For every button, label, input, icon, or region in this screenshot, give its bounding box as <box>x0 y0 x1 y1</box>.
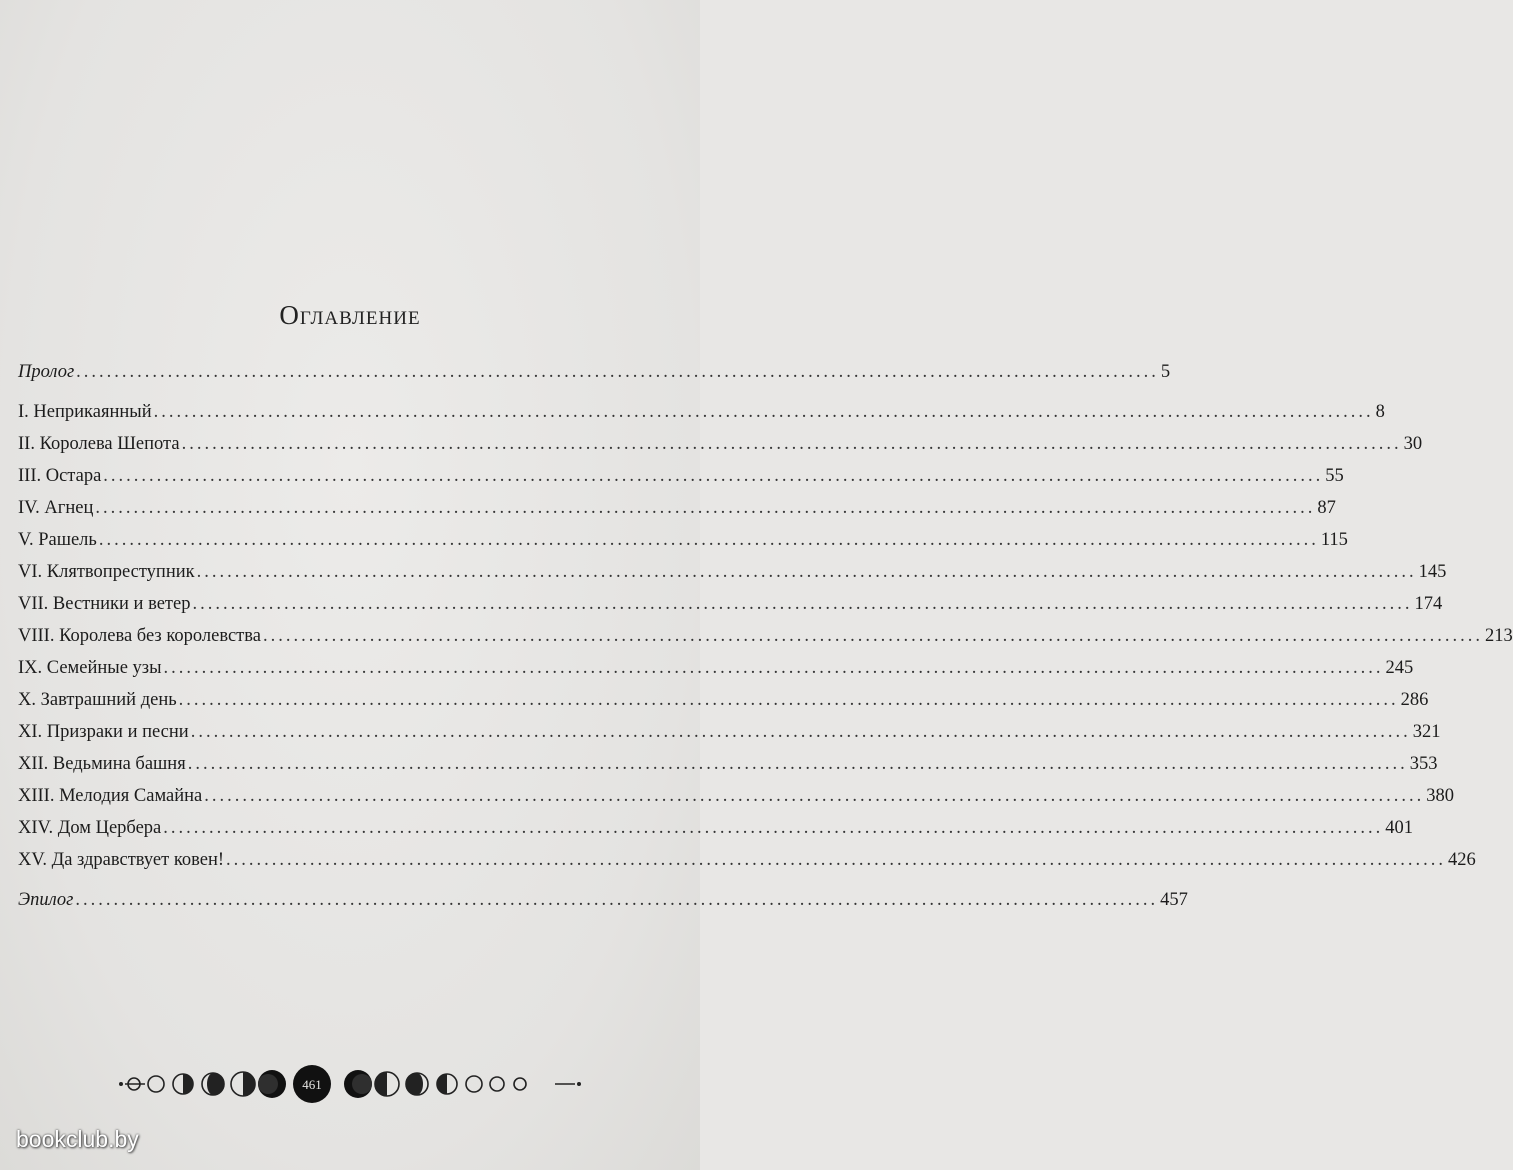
dot-leader: ................................................................................................................................................................ <box>178 690 1399 710</box>
toc-entry-chapter <box>18 422 1423 454</box>
dot-leader: ................................................................................................................................................................ <box>196 562 1417 582</box>
toc-entry-page: 55 <box>1325 466 1344 486</box>
toc-entry-page: 353 <box>1409 754 1438 774</box>
toc-entry-chapter <box>18 774 1455 806</box>
toc-entry-page: 321 <box>1412 722 1441 742</box>
toc-entry-page: 380 <box>1426 786 1455 806</box>
toc-entry-title: XV. Да здравствует ковен! <box>18 850 225 870</box>
toc-entry-prologue <box>18 350 1171 382</box>
dot-leader: ................................................................................................................................................................ <box>163 818 1384 838</box>
toc-entry-page: 145 <box>1418 562 1447 582</box>
toc-entry-title: Эпилог <box>18 890 74 910</box>
dot-leader: ................................................................................................................................................................ <box>262 626 1483 646</box>
page-title: Оглавление <box>279 300 421 330</box>
dot-leader: ................................................................................................................................................................ <box>163 658 1384 678</box>
toc-entry-chapter <box>18 838 1476 870</box>
dot-leader: ................................................................................................................................................................ <box>98 530 1319 550</box>
toc-entry-title: V. Рашель <box>18 530 97 550</box>
toc-entry-chapter <box>18 582 1443 614</box>
dot-leader: ................................................................................................................................................................ <box>190 722 1411 742</box>
toc-entry-title: VIII. Королева без королевства <box>18 626 261 646</box>
toc-entry-title: XIV. Дом Цербера <box>18 818 162 838</box>
toc-entry-title: I. Неприкаянный <box>18 402 152 422</box>
toc-entry-title: XI. Призраки и песни <box>18 722 189 742</box>
toc-entry-epilogue <box>18 878 1188 910</box>
toc-entry-chapter <box>18 454 1344 486</box>
toc-entry-chapter <box>18 710 1441 742</box>
toc-entry-page: 426 <box>1448 850 1476 870</box>
toc-entry-chapter <box>18 518 1348 550</box>
toc-entry-page: 174 <box>1414 594 1443 614</box>
toc-entry-title: IX. Семейные узы <box>18 658 162 678</box>
dot-leader: .............................................................................................................................................. <box>76 362 1159 382</box>
toc-entry-title: IV. Агнец <box>18 498 94 518</box>
watermark: bookclub.by <box>16 1126 139 1152</box>
dot-leader: ................................................................................................................................................................ <box>181 434 1402 454</box>
toc-entry-page: 457 <box>1160 890 1188 910</box>
toc-entry-page: 245 <box>1385 658 1414 678</box>
dot-leader: ................................................................................................................................................................ <box>204 786 1425 806</box>
toc-entry-title: XII. Ведьмина башня <box>18 754 186 774</box>
dot-leader: ................................................................................................................................................................ <box>226 850 1447 870</box>
toc-entry-page: 115 <box>1320 530 1348 550</box>
toc-entry-title: X. Завтрашний день <box>18 690 177 710</box>
toc-entry-page: 87 <box>1317 498 1336 518</box>
toc-entry-title: XIII. Мелодия Самайна <box>18 786 203 806</box>
toc-entry-chapter <box>18 614 1513 646</box>
toc-entry-chapter <box>18 742 1438 774</box>
toc-entry-chapter <box>18 646 1414 678</box>
toc-entry-page: 286 <box>1400 690 1429 710</box>
toc-entry-chapter <box>18 678 1429 710</box>
toc-entry-chapter <box>18 486 1336 518</box>
moon-phases-icon <box>0 1060 700 1110</box>
toc-entry-title: VI. Клятвопреступник <box>18 562 195 582</box>
dot-leader: ................................................................................................................................................................ <box>103 466 1324 486</box>
toc-entry-title: III. Остара <box>18 466 102 486</box>
dot-leader: ................................................................................................................................................................ <box>153 402 1374 422</box>
toc-entry-page: 30 <box>1403 434 1423 454</box>
dot-leader: ................................................................................................................................................................ <box>192 594 1413 614</box>
dot-leader: ................................................................................................................................................................ <box>187 754 1408 774</box>
dot-leader: .............................................................................................................................................. <box>75 890 1159 910</box>
table-of-contents <box>18 350 1513 910</box>
toc-entry-page: 401 <box>1385 818 1414 838</box>
toc-entry-title: Пролог <box>18 362 75 382</box>
toc-entry-title: VII. Вестники и ветер <box>18 594 191 614</box>
page-number: 461 <box>302 1077 322 1092</box>
dot-leader: ................................................................................................................................................................ <box>95 498 1316 518</box>
toc-entry-title: II. Королева Шепота <box>18 434 180 454</box>
chapter-list <box>18 390 1513 870</box>
toc-entry-chapter <box>18 806 1414 838</box>
toc-entry-chapter <box>18 390 1385 422</box>
toc-entry-page: 213 <box>1484 626 1513 646</box>
toc-entry-chapter <box>18 550 1447 582</box>
toc-entry-page: 5 <box>1160 362 1171 382</box>
toc-entry-page: 8 <box>1375 402 1385 422</box>
